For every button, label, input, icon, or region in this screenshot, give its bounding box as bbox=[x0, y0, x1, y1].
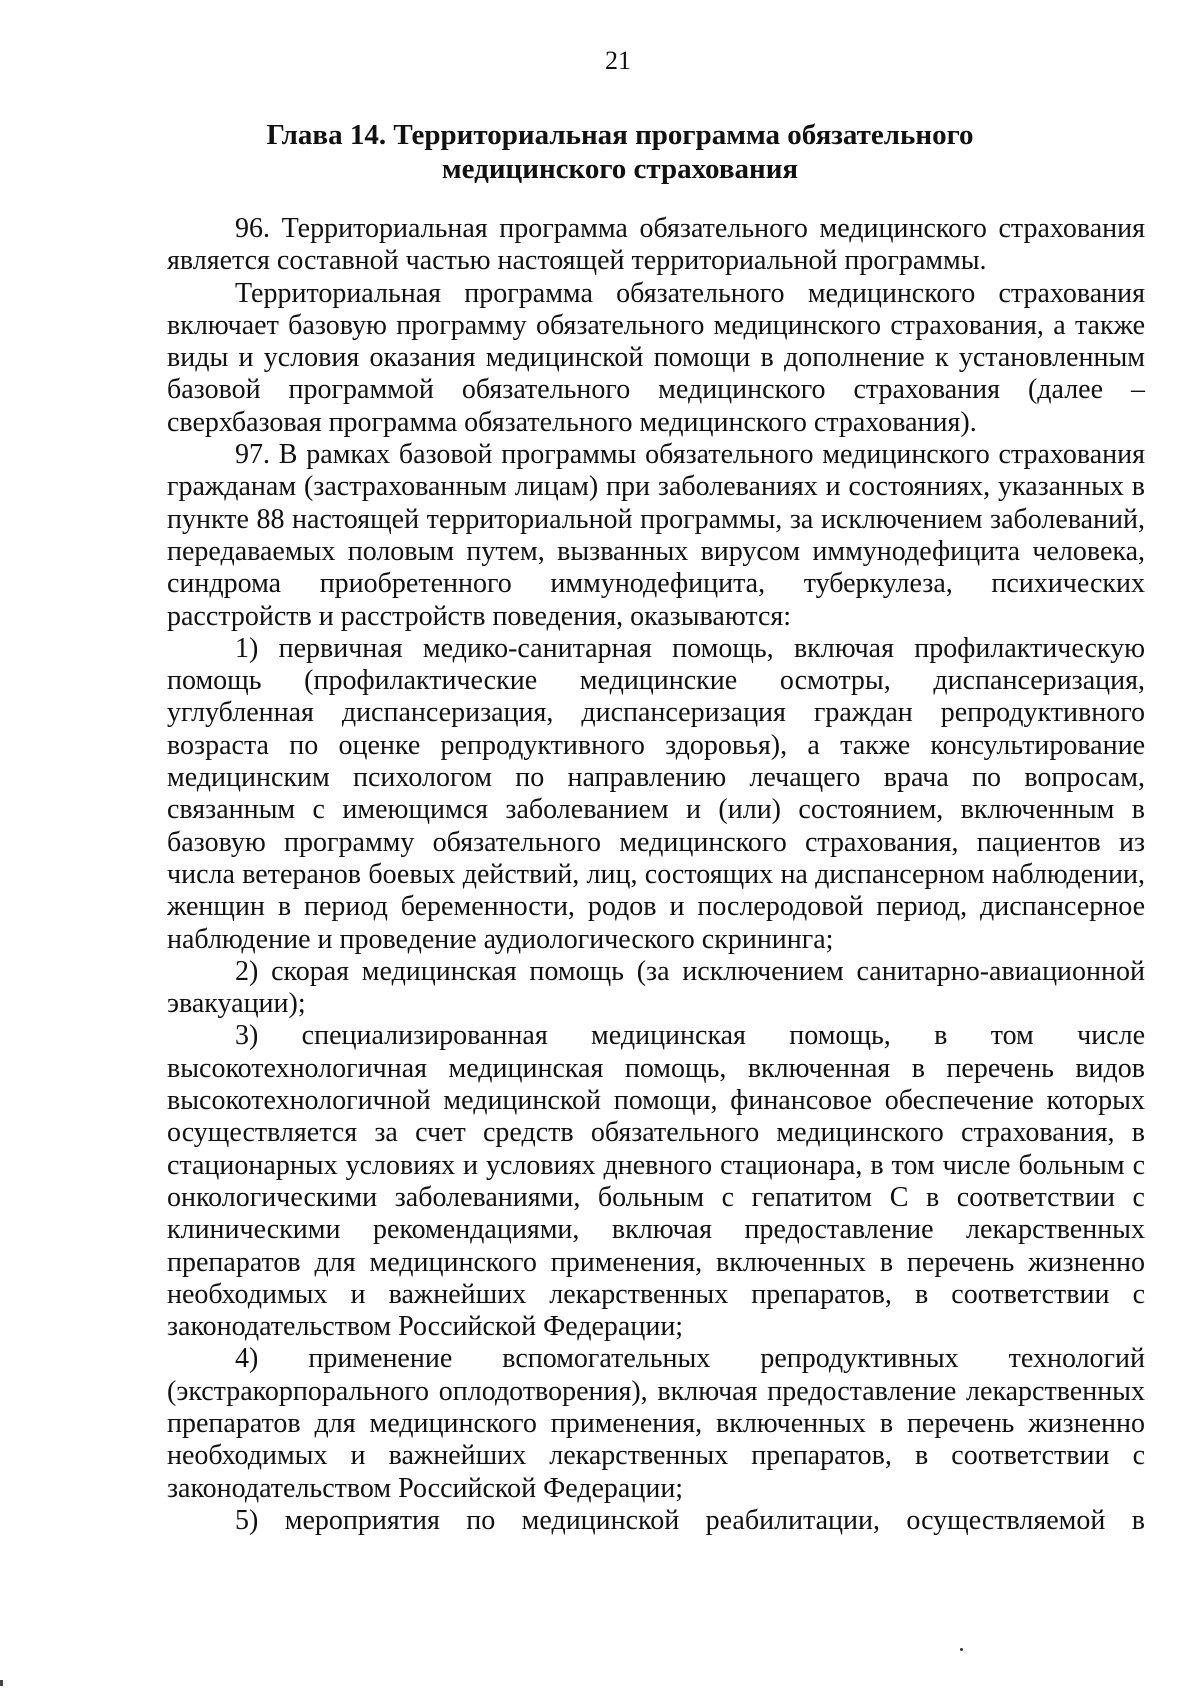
scan-speck bbox=[960, 1648, 963, 1651]
paragraph-96-continued: Территориальная программа обязательного медицинского страхования включает базовую программу обязательного медицинского страхования, а также виды и условия оказания медицинской помощи в дополнение к установленным базовой программой обязательного медицинского страхования (далее – сверхбазовая программа обязательного медицинского страхования). bbox=[167, 277, 1145, 438]
chapter-title-line-1: Глава 14. Территориальная программа обязательного bbox=[266, 119, 974, 151]
list-item-5: 5) мероприятия по медицинской реабилитации, осуществляемой в bbox=[235, 1504, 1145, 1536]
list-item-2: 2) скорая медицинская помощь (за исключением санитарно-авиационной эвакуации); bbox=[167, 955, 1145, 1020]
paragraph-97: 97. В рамках базовой программы обязательного медицинского страхования гражданам (застрахованным лицам) при заболеваниях и состояниях, указанных в пункте 88 настоящей территориальной программы, за исключением заболеваний, передаваемых половым путем, вызванных вирусом иммунодефицита человека, синдрома приобретенного иммунодефицита, туберкулеза, психических расстройств и расстройств поведения, оказываются: bbox=[167, 439, 1145, 632]
list-item-4: 4) применение вспомогательных репродуктивных технологий (экстракорпорального оплодотворения), включая предоставление лекарственных препаратов для медицинского применения, включенных в перечень жизненно необходимых и важнейших лекарственных препаратов, в соответствии с законодательством Российской Федерации; bbox=[167, 1343, 1145, 1504]
list-item-1: 1) первичная медико-санитарная помощь, включая профилактическую помощь (профилактические медицинские осмотры, диспансеризация, углубленная диспансеризация, диспансеризация граждан репродуктивного возраста по оценке репродуктивного здоровья), а также консультирование медицинским психологом по направлению лечащего врача по вопросам, связанным с имеющимся заболеванием и (или) состоянием, включенным в базовую программу обязательного медицинского страхования, пациентов из числа ветеранов боевых действий, лиц, состоящих на диспансерном наблюдении, женщин в период беременности, родов и послеродовой период, диспансерное наблюдение и проведение аудиологического скрининга; bbox=[167, 632, 1145, 955]
page-number: 21 bbox=[605, 46, 631, 75]
paragraph-96: 96. Территориальная программа обязательного медицинского страхования является составной частью настоящей территориальной программы. bbox=[167, 213, 1145, 277]
chapter-title bbox=[260, 118, 980, 186]
document-body bbox=[167, 213, 1145, 1537]
chapter-title-line-2: медицинского страхования bbox=[441, 153, 799, 185]
scan-edge-mark bbox=[0, 1680, 3, 1686]
list-item-3: 3) специализированная медицинская помощь, в том числе высокотехнологичная медицинская помощь, включенная в перечень видов высокотехнологичной медицинской помощи, финансовое обеспечение которых осуществляется за счет средств обязательного медицинского страхования, в стационарных условиях и условиях дневного стационара, в том числе больным с онкологическими заболеваниями, больным с гепатитом С в соответствии с клиническими рекомендациями, включая предоставление лекарственных препаратов для медицинского применения, включенных в перечень жизненно необходимых и важнейших лекарственных препаратов, в соответствии с законодательством Российской Федерации; bbox=[167, 1020, 1145, 1343]
